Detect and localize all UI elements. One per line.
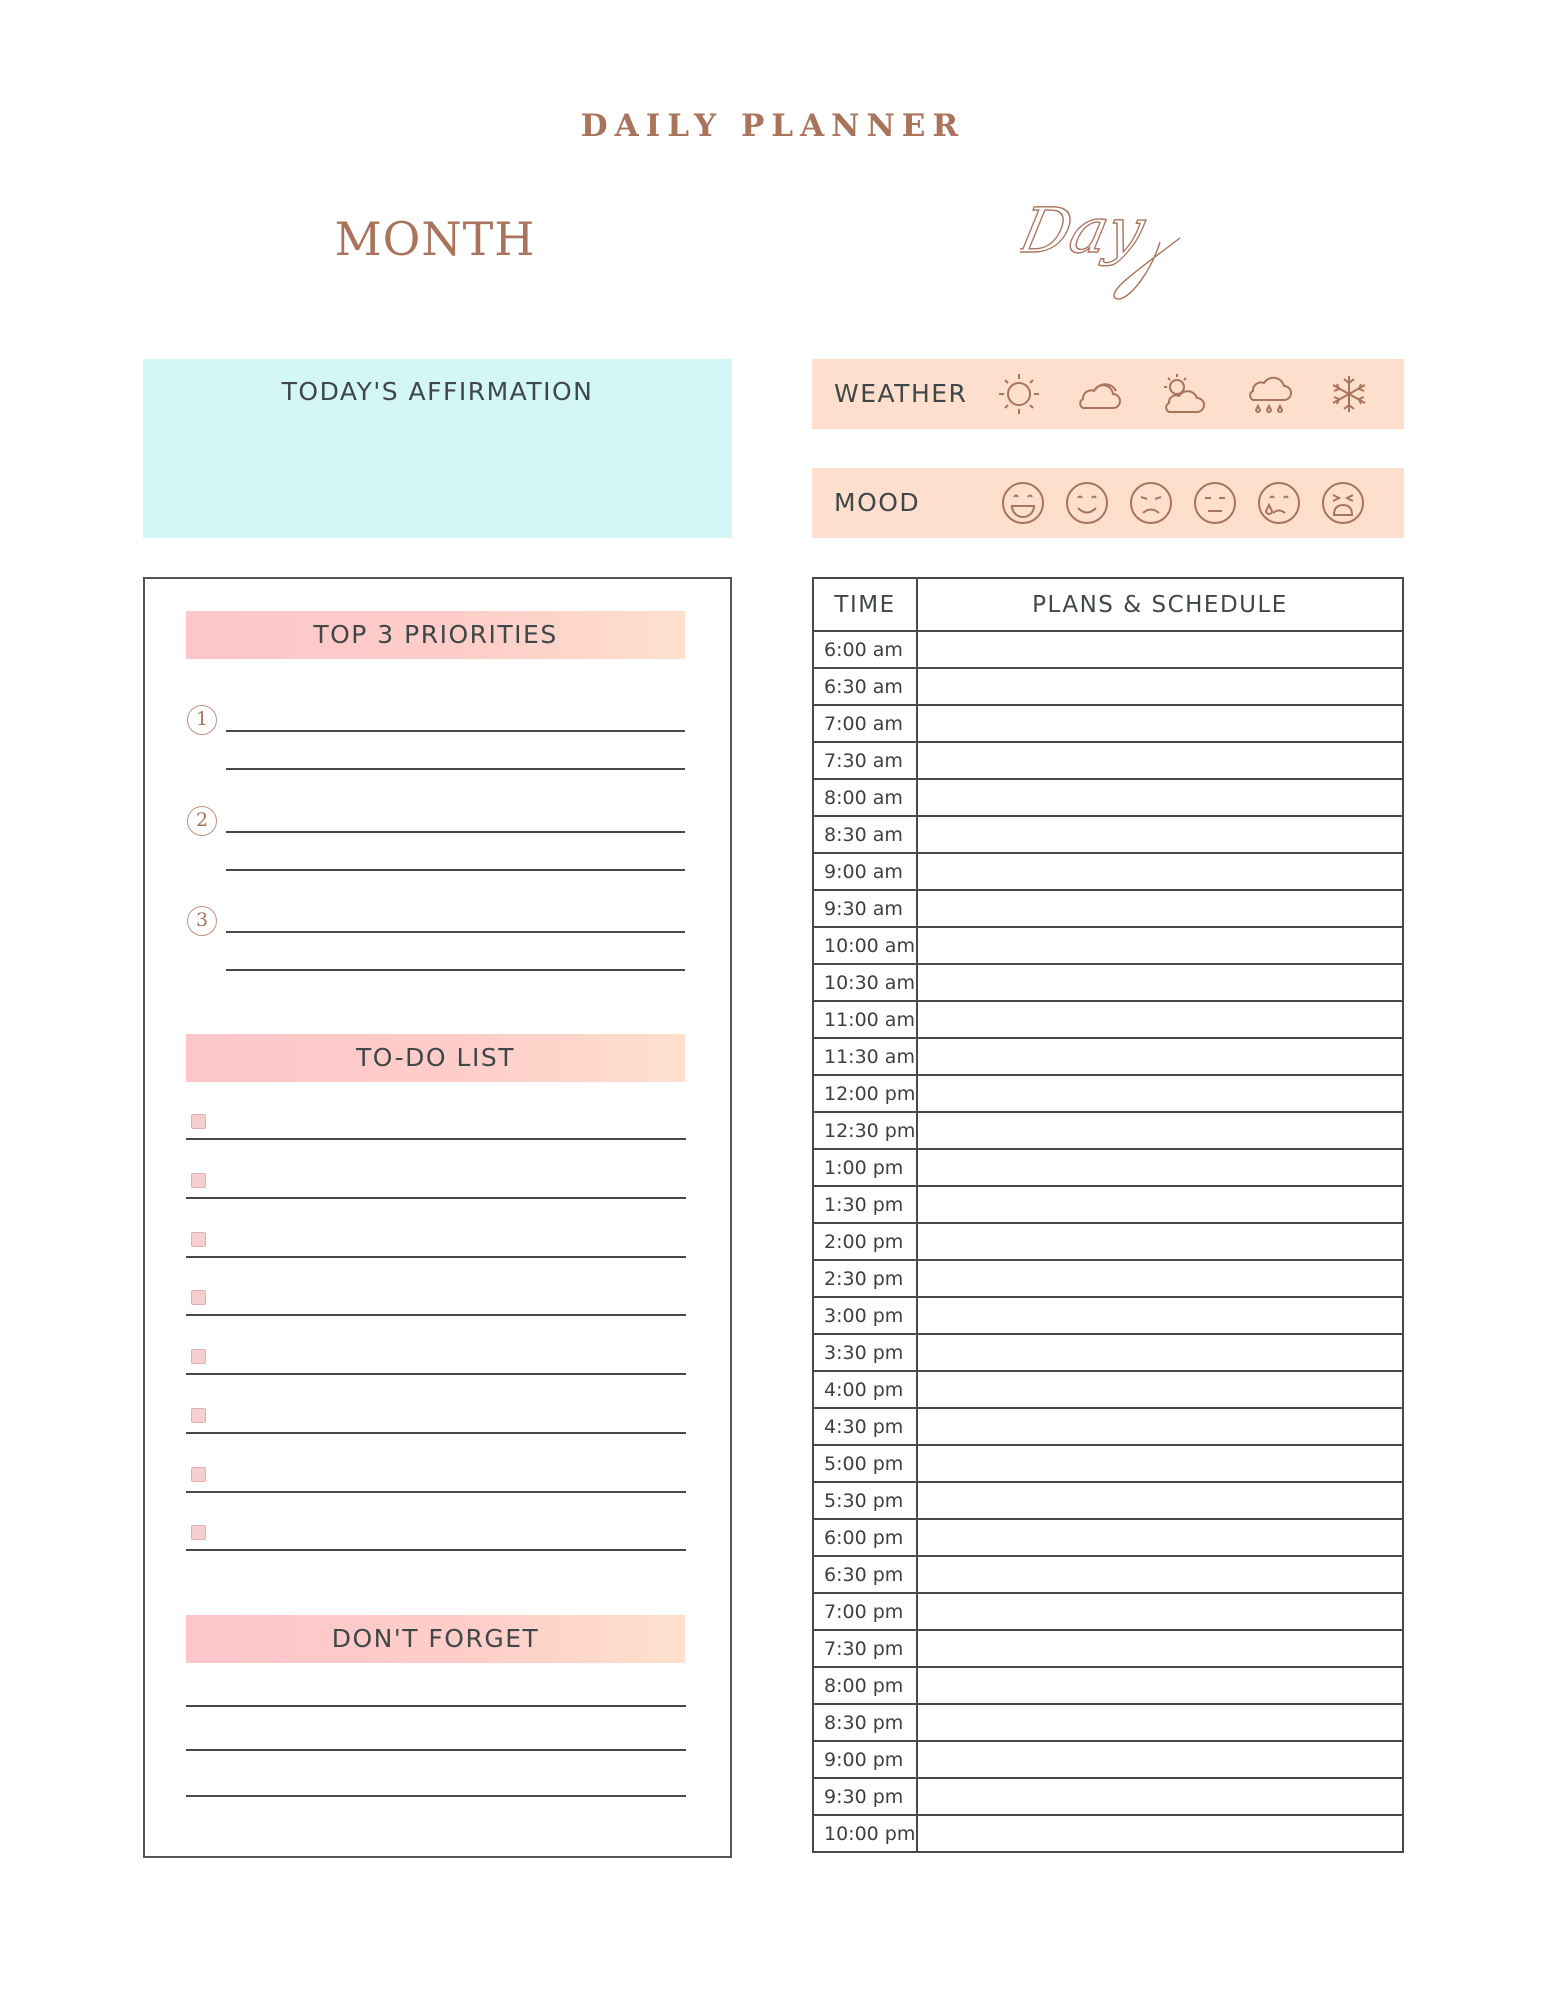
todo-line-4[interactable] [186, 1314, 686, 1316]
todo-checkbox-7[interactable] [191, 1467, 206, 1482]
table-row [813, 853, 1403, 890]
mood-label: MOOD [834, 488, 921, 517]
todo-checkbox-1[interactable] [191, 1114, 206, 1129]
table-row [813, 1445, 1403, 1482]
plan-entry-cell[interactable] [917, 779, 1403, 816]
table-row [813, 1334, 1403, 1371]
schedule-body [813, 631, 1403, 1852]
priority-1-line-1[interactable] [226, 730, 685, 732]
table-row [813, 1001, 1403, 1038]
time-slot-label: 9:00 am [813, 853, 917, 890]
priority-2-line-1[interactable] [226, 831, 685, 833]
todo-line-3[interactable] [186, 1256, 686, 1258]
plan-entry-cell[interactable] [917, 1371, 1403, 1408]
time-slot-label: 9:00 pm [813, 1741, 917, 1778]
todo-line-5[interactable] [186, 1373, 686, 1375]
mood-bar [812, 468, 1404, 538]
crying-face-icon[interactable] [1253, 479, 1305, 527]
time-slot-label: 10:00 am [813, 927, 917, 964]
time-slot-label: 10:00 pm [813, 1815, 917, 1852]
todo-checkbox-8[interactable] [191, 1525, 206, 1540]
plan-entry-cell[interactable] [917, 631, 1403, 668]
snowflake-icon[interactable] [1323, 370, 1375, 418]
planner-title: DAILY PLANNER [580, 108, 966, 144]
weather-label: WEATHER [834, 379, 968, 408]
schedule-header-row [813, 578, 1403, 631]
time-slot-label: 11:30 am [813, 1038, 917, 1075]
dont-forget-header: DON'T FORGET [186, 1615, 685, 1663]
table-row [813, 1815, 1403, 1852]
table-row [813, 779, 1403, 816]
table-row [813, 668, 1403, 705]
plan-entry-cell[interactable] [917, 927, 1403, 964]
plan-entry-cell[interactable] [917, 1630, 1403, 1667]
todo-checkbox-3[interactable] [191, 1232, 206, 1247]
plan-entry-cell[interactable] [917, 705, 1403, 742]
priority-3-line-1[interactable] [226, 931, 685, 933]
time-slot-label: 8:00 pm [813, 1667, 917, 1704]
table-row [813, 964, 1403, 1001]
time-slot-label: 12:00 pm [813, 1075, 917, 1112]
sun-icon[interactable] [993, 370, 1045, 418]
dont-forget-line-2[interactable] [186, 1749, 686, 1751]
plan-entry-cell[interactable] [917, 1741, 1403, 1778]
plan-entry-cell[interactable] [917, 668, 1403, 705]
plan-entry-cell[interactable] [917, 1778, 1403, 1815]
table-row [813, 1667, 1403, 1704]
priority-3-line-2[interactable] [226, 969, 685, 971]
time-slot-label: 9:30 pm [813, 1778, 917, 1815]
schedule-table [812, 577, 1404, 1853]
table-row [813, 1778, 1403, 1815]
plan-entry-cell[interactable] [917, 1593, 1403, 1630]
plan-entry-cell[interactable] [917, 1260, 1403, 1297]
time-slot-label: 6:30 am [813, 668, 917, 705]
day-label-script [1020, 190, 1210, 310]
table-row [813, 1260, 1403, 1297]
plan-entry-cell[interactable] [917, 1112, 1403, 1149]
plan-entry-cell[interactable] [917, 1704, 1403, 1741]
todo-line-2[interactable] [186, 1197, 686, 1199]
plan-entry-cell[interactable] [917, 1001, 1403, 1038]
table-row [813, 1482, 1403, 1519]
time-slot-label: 8:30 am [813, 816, 917, 853]
priorities-header: TOP 3 PRIORITIES [186, 611, 685, 659]
plan-entry-cell[interactable] [917, 1519, 1403, 1556]
plan-entry-cell[interactable] [917, 742, 1403, 779]
table-row [813, 1223, 1403, 1260]
tired-face-icon[interactable] [1317, 479, 1369, 527]
plan-entry-cell[interactable] [917, 1075, 1403, 1112]
table-row [813, 1408, 1403, 1445]
todo-line-7[interactable] [186, 1491, 686, 1493]
table-row [813, 1556, 1403, 1593]
time-slot-label: 2:00 pm [813, 1223, 917, 1260]
priority-number-3: 3 [187, 906, 217, 936]
table-row [813, 1704, 1403, 1741]
table-row [813, 1149, 1403, 1186]
cloudy-icon[interactable] [1073, 370, 1125, 418]
plan-entry-cell[interactable] [917, 1815, 1403, 1852]
smiling-face-icon[interactable] [1061, 479, 1113, 527]
table-row [813, 1741, 1403, 1778]
priority-1-line-2[interactable] [226, 768, 685, 770]
plans-column-header: PLANS & SCHEDULE [917, 578, 1403, 631]
table-row [813, 1519, 1403, 1556]
table-row [813, 631, 1403, 668]
todo-checkbox-6[interactable] [191, 1408, 206, 1423]
table-row [813, 927, 1403, 964]
table-row [813, 742, 1403, 779]
dont-forget-line-1[interactable] [186, 1705, 686, 1707]
plan-entry-cell[interactable] [917, 1482, 1403, 1519]
time-slot-label: 4:30 pm [813, 1408, 917, 1445]
time-slot-label: 10:30 am [813, 964, 917, 1001]
plan-entry-cell[interactable] [917, 1667, 1403, 1704]
affirmation-label: TODAY'S AFFIRMATION [281, 377, 594, 406]
time-slot-label: 5:30 pm [813, 1482, 917, 1519]
time-slot-label: 7:00 am [813, 705, 917, 742]
rain-icon[interactable] [1243, 370, 1295, 418]
time-slot-label: 2:30 pm [813, 1260, 917, 1297]
todo-header: TO-DO LIST [186, 1034, 685, 1082]
todo-line-1[interactable] [186, 1138, 686, 1140]
plan-entry-cell[interactable] [917, 1223, 1403, 1260]
time-slot-label: 5:00 pm [813, 1445, 917, 1482]
table-row [813, 705, 1403, 742]
plan-entry-cell[interactable] [917, 1556, 1403, 1593]
time-slot-label: 11:00 am [813, 1001, 917, 1038]
todo-checkbox-2[interactable] [191, 1173, 206, 1188]
time-slot-label: 6:30 pm [813, 1556, 917, 1593]
priority-number-1: 1 [187, 705, 217, 735]
time-slot-label: 12:30 pm [813, 1112, 917, 1149]
grinning-face-icon[interactable] [997, 479, 1049, 527]
plan-entry-cell[interactable] [917, 1445, 1403, 1482]
time-slot-label: 7:30 am [813, 742, 917, 779]
table-row [813, 816, 1403, 853]
plan-entry-cell[interactable] [917, 1334, 1403, 1371]
table-row [813, 1297, 1403, 1334]
neutral-face-icon[interactable] [1189, 479, 1241, 527]
todo-line-8[interactable] [186, 1549, 686, 1551]
todo-line-6[interactable] [186, 1432, 686, 1434]
plan-entry-cell[interactable] [917, 853, 1403, 890]
table-row [813, 1630, 1403, 1667]
priority-number-2: 2 [187, 806, 217, 836]
table-row [813, 1593, 1403, 1630]
time-column-header: TIME [813, 578, 917, 631]
time-slot-label: 3:30 pm [813, 1334, 917, 1371]
month-label: MONTH [334, 212, 536, 266]
time-slot-label: 7:30 pm [813, 1630, 917, 1667]
dont-forget-line-3[interactable] [186, 1795, 686, 1797]
plan-entry-cell[interactable] [917, 816, 1403, 853]
plan-entry-cell[interactable] [917, 1297, 1403, 1334]
weather-bar [812, 359, 1404, 429]
time-slot-label: 7:00 pm [813, 1593, 917, 1630]
table-row [813, 1038, 1403, 1075]
time-slot-label: 1:00 pm [813, 1149, 917, 1186]
plan-entry-cell[interactable] [917, 1149, 1403, 1186]
affirmation-box[interactable] [143, 359, 732, 538]
partly-cloudy-icon[interactable] [1157, 370, 1209, 418]
plan-entry-cell[interactable] [917, 1186, 1403, 1223]
plan-entry-cell[interactable] [917, 1038, 1403, 1075]
time-slot-label: 6:00 am [813, 631, 917, 668]
table-row [813, 890, 1403, 927]
day-label: Day [1020, 194, 1151, 267]
plan-entry-cell[interactable] [917, 1408, 1403, 1445]
time-slot-label: 8:30 pm [813, 1704, 917, 1741]
plan-entry-cell[interactable] [917, 964, 1403, 1001]
todo-checkbox-5[interactable] [191, 1349, 206, 1364]
table-row [813, 1112, 1403, 1149]
sad-face-icon[interactable] [1125, 479, 1177, 527]
time-slot-label: 9:30 am [813, 890, 917, 927]
time-slot-label: 1:30 pm [813, 1186, 917, 1223]
table-row [813, 1371, 1403, 1408]
time-slot-label: 4:00 pm [813, 1371, 917, 1408]
time-slot-label: 8:00 am [813, 779, 917, 816]
time-slot-label: 3:00 pm [813, 1297, 917, 1334]
todo-checkbox-4[interactable] [191, 1290, 206, 1305]
table-row [813, 1075, 1403, 1112]
priority-2-line-2[interactable] [226, 869, 685, 871]
table-row [813, 1186, 1403, 1223]
plan-entry-cell[interactable] [917, 890, 1403, 927]
time-slot-label: 6:00 pm [813, 1519, 917, 1556]
